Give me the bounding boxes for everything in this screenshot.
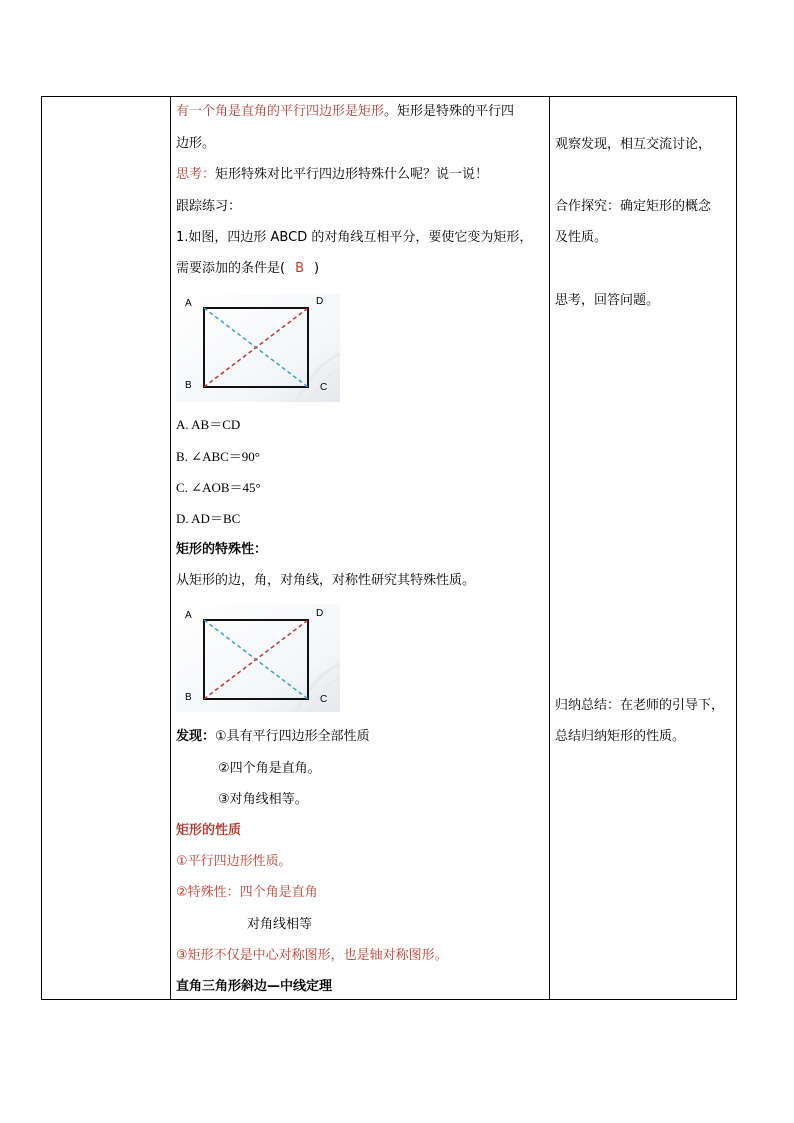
vertex-label-a: A	[185, 298, 192, 309]
definition-line-1	[176, 104, 514, 120]
vertex-label-b: B	[185, 380, 192, 391]
special-text: 从矩形的边，角，对角线，对称性研究其特殊性质。	[176, 573, 476, 588]
definition-rest: 。矩形是特殊的平行四	[384, 104, 515, 119]
rectangle-figure-1	[176, 294, 340, 402]
vertex-label-d: D	[316, 608, 324, 619]
question-1-line-2	[176, 261, 319, 277]
question-1-suffix: )	[314, 261, 320, 276]
think-line	[176, 167, 488, 183]
vertex-label-a: A	[185, 610, 192, 621]
option-c: C. ∠AOB＝45°	[176, 480, 261, 495]
question-1-line-1: 1.如图，四边形 ABCD 的对角线互相平分，要使它变为矩形，	[176, 230, 533, 245]
found-label: 发现：	[176, 729, 216, 744]
question-1-answer: B	[295, 261, 304, 276]
rectangle-diagram-1	[176, 294, 340, 402]
special-title: 矩形的特殊性：	[176, 542, 268, 557]
column-divider-1	[170, 97, 171, 999]
think-text: 矩形特殊对比平行四边形特殊什么呢？说一说！	[215, 167, 489, 182]
property-3: ③矩形不仅是中心对称图形，也是轴对称图形。	[176, 948, 448, 963]
activity-summary-continued: 总结归纳矩形的性质。	[555, 729, 686, 744]
definition-highlight: 有一个角是直角的平行四边形是矩形	[176, 104, 385, 119]
activity-explore: 合作探究：确定矩形的概念	[555, 199, 712, 214]
option-a: A. AB＝CD	[176, 417, 241, 432]
theorem-title: 直角三角形斜边—中线定理	[176, 979, 333, 994]
properties-title: 矩形的性质	[176, 823, 242, 838]
question-1-prefix: 需要添加的条件是(	[176, 261, 286, 276]
column-divider-2	[549, 97, 550, 999]
property-2: ②特殊性：四个角是直角	[176, 885, 318, 900]
rectangle-diagram-2	[176, 604, 340, 712]
activity-think: 思考，回答问题。	[555, 293, 660, 308]
think-label: 思考：	[176, 167, 216, 182]
vertex-label-d: D	[316, 296, 324, 307]
vertex-label-b: B	[185, 692, 192, 703]
practice-title: 跟踪练习：	[176, 199, 242, 214]
definition-line-2: 边形。	[176, 136, 216, 151]
option-b: B. ∠ABC＝90°	[176, 449, 260, 464]
vertex-label-c: C	[320, 694, 328, 705]
property-1: ①平行四边形性质。	[176, 854, 292, 869]
found-item-1: ①具有平行四边形全部性质	[215, 729, 370, 744]
property-2-continued: 对角线相等	[247, 917, 313, 932]
option-d: D. AD＝BC	[176, 511, 241, 526]
found-line-1	[176, 729, 370, 745]
rectangle-figure-2	[176, 604, 340, 712]
activity-observe: 观察发现，相互交流讨论，	[555, 137, 712, 152]
found-item-2: ②四个角是直角。	[218, 761, 321, 776]
activity-summary: 归纳总结：在老师的引导下，	[555, 698, 725, 713]
found-item-3: ③对角线相等。	[218, 792, 308, 807]
activity-explore-continued: 及性质。	[555, 230, 608, 245]
vertex-label-c: C	[320, 382, 328, 393]
